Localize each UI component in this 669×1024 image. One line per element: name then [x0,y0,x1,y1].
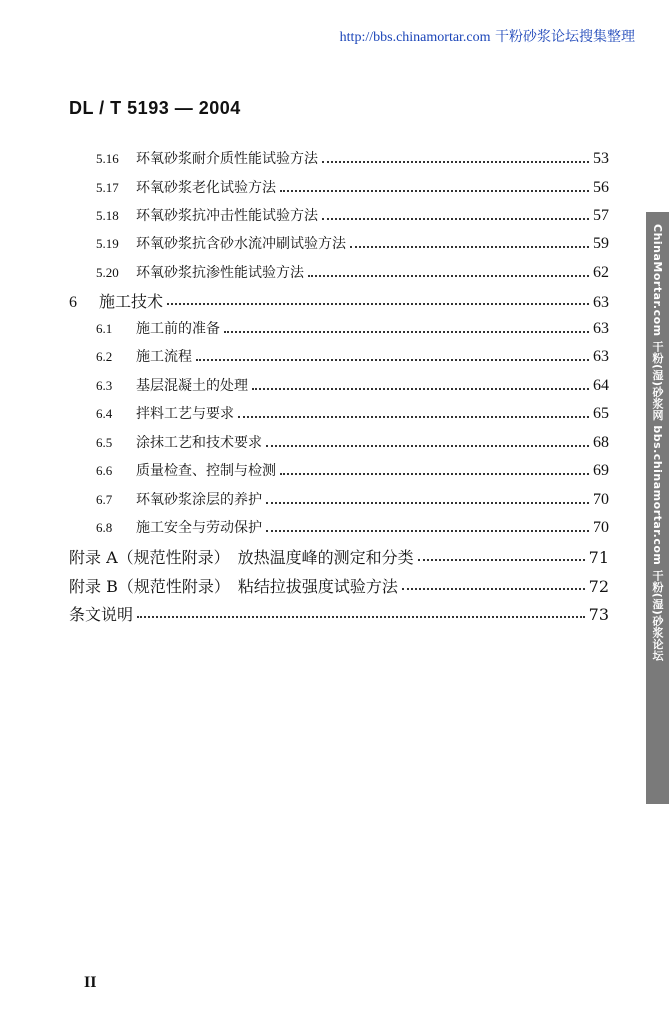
toc-chapter-entry [69,289,609,312]
toc-leader [167,302,589,305]
toc-leader [308,274,589,277]
side-watermark-text: ChinaMortar.com 干粉(湿)砂浆网 bbs.chinamortar.com 干粉(湿)砂浆论坛 [651,224,664,662]
toc-title: 质量检查、控制与检测 [136,463,276,479]
toc-title: 条文说明 [69,605,134,624]
watermark-url: http://bbs.chinamortar.com [339,30,491,45]
toc-page: 63 [593,320,609,337]
toc-number: 5.20 [96,265,119,280]
toc-entry [96,460,609,480]
toc-entry [96,517,609,537]
toc-page: 71 [588,548,609,567]
toc-page: 56 [593,179,609,196]
toc-number: 6.6 [96,463,113,478]
toc-page: 64 [593,377,609,394]
toc-leader [350,245,589,248]
toc-number: 6.2 [96,349,113,364]
toc-page: 53 [593,150,609,167]
toc-entry [96,403,609,423]
toc-title: 施工安全与劳动保护 [136,520,262,536]
toc-leader [266,529,589,532]
toc-title: 环氧砂浆老化试验方法 [136,180,276,196]
toc-title: 施工技术 [99,292,164,311]
toc-page: 59 [593,235,609,252]
document-code: DL / T 5193 — 2004 [69,98,241,118]
toc-page: 68 [593,434,609,451]
toc-leader [224,330,589,333]
toc-title: 环氧砂浆涂层的养护 [136,492,262,508]
toc-page: 62 [593,264,609,281]
toc-entry [96,346,609,366]
toc-number: 5.16 [96,151,119,166]
toc-number: 5.17 [96,180,119,195]
toc-number: 6 [69,294,77,311]
toc-entry [96,432,609,452]
toc-leader [280,189,589,192]
toc-leader [402,587,585,590]
toc-leader [266,444,589,447]
toc-leader [280,472,589,475]
toc-title: 附录 B（规范性附录） 粘结拉拔强度试验方法 [69,577,398,596]
toc-entry [96,233,609,253]
toc-number: 5.19 [96,236,119,251]
toc-leader [196,358,589,361]
toc-leader [238,415,589,418]
side-watermark-tab [646,212,669,804]
toc-title: 环氧砂浆抗冲击性能试验方法 [136,208,318,224]
toc-page: 63 [593,348,609,365]
toc-title: 环氧砂浆抗含砂水流冲刷试验方法 [136,236,346,252]
toc-leader [322,217,589,220]
watermark-header [340,26,635,46]
toc-leader [322,160,589,163]
toc-number: 5.18 [96,208,119,223]
toc-entry [96,489,609,509]
toc-page: 73 [588,605,609,624]
toc-title: 涂抹工艺和技术要求 [136,435,262,451]
toc-page: 72 [588,577,609,596]
toc-page: 69 [593,462,609,479]
page-number: II [84,974,97,991]
toc-number: 6.1 [96,321,113,336]
toc-page: 57 [593,207,609,224]
toc-number: 6.4 [96,406,113,421]
toc-title: 环氧砂浆耐介质性能试验方法 [136,151,318,167]
toc-page: 70 [593,519,609,536]
toc-entry [96,262,609,282]
toc-entry [96,205,609,225]
toc-leader [137,615,585,618]
toc-title: 施工流程 [136,349,192,365]
toc-leader [252,387,589,390]
toc-leader [418,558,585,561]
toc-entry [96,177,609,197]
toc-title: 拌料工艺与要求 [136,406,234,422]
toc-leader [266,501,589,504]
toc-number: 6.5 [96,435,113,450]
toc-title: 附录 A（规范性附录） 放热温度峰的测定和分类 [69,548,414,567]
toc-entry [96,375,609,395]
toc-entry [96,148,609,168]
toc-number: 6.8 [96,520,113,535]
toc-number: 6.3 [96,378,113,393]
toc-title: 环氧砂浆抗渗性能试验方法 [136,265,304,281]
toc-entry [96,318,609,338]
toc-title: 施工前的准备 [136,321,220,337]
toc-number: 6.7 [96,492,113,507]
toc-appendix-entry [69,602,609,625]
toc-appendix-entry [69,545,609,568]
toc-page: 70 [593,491,609,508]
toc-page: 65 [593,405,609,422]
toc-appendix-entry [69,574,609,597]
toc-page: 63 [593,294,609,311]
watermark-text: 干粉砂浆论坛搜集整理 [495,29,635,45]
toc-title: 基层混凝土的处理 [136,378,248,394]
